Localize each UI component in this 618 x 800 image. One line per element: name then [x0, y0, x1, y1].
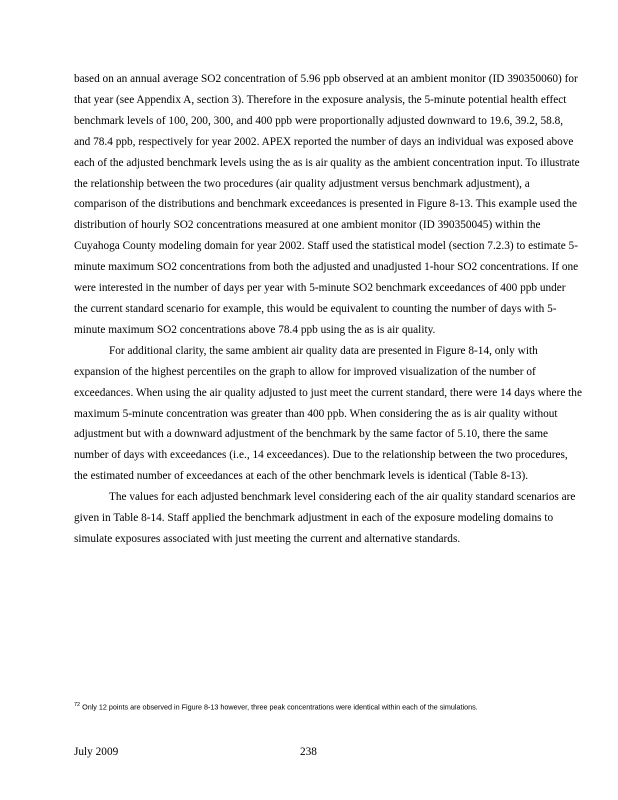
footnote	[74, 700, 554, 712]
paragraph-2: For additional clarity, the same ambient air quality data are presented in Figure 8-14, only with expansion of the highest percentiles on the graph to allow for improved visualization of the number of exceedances. When using the air quality adjusted to just meet the current standard, there were 14 days where the maximum 5-minute concentration was greater than 400 ppb. When considering the as is air quality without adjustment but with a downward adjustment of the benchmark by the same factor of 5.10, there the same number of days with exceedances (i.e., 14 exceedances). Due to the relationship between the two procedures, the estimated number of exceedances at each of the other benchmark levels is identical (Table 8-13).	[74, 344, 582, 483]
footnote-text: Only 12 points are observed in Figure 8-13 however, three peak concentrations were identical within each of the simulations.	[82, 702, 478, 712]
paragraph-3: The values for each adjusted benchmark level considering each of the air quality standard scenarios are given in Table 8-14. Staff applied the benchmark adjustment in each of the exposure modeling domains to simulate exposures associated with just meeting the current and alternative standards.	[74, 491, 576, 545]
footer-date: July 2009	[74, 746, 119, 758]
paragraph-1: based on an annual average SO2 concentration of 5.96 ppb observed at an ambient monitor (ID 390350060) for that year (see Appendix A, section 3). Therefore in the exposure analysis, the 5-minute potential health effect benchmark levels of 100, 200, 300, and 400 ppb were proportionally adjusted downward to 19.6, 39.2, 58.8, and 78.4 ppb, respectively for year 2002. APEX reported the number of days an individual was exposed above each of the adjusted benchmark levels using the as is air quality as the ambient concentration input. To illustrate the relationship between the two procedures (air quality adjustment versus benchmark adjustment), a comparison of the distributions and benchmark exceedances is presented in Figure 8-13. This example used the distribution of hourly SO2 concentrations measured at one ambient monitor (ID 390350045) within the Cuyahoga County modeling domain for year 2002. Staff used the statistical model (section 7.2.3) to estimate 5-minute maximum SO2 concentrations from both the adjusted and unadjusted 1-hour SO2 concentrations. If one were interested in the number of days per year with 5-minute SO2 benchmark exceedances of 400 ppb under the current standard scenario for example, this would be equivalent to counting the number of days with 5-minute maximum SO2 concentrations above 78.4 ppb using the as is air quality.	[74, 73, 580, 336]
page-number: 238	[300, 746, 317, 758]
main-text	[74, 69, 582, 550]
footnote-marker: 72	[74, 702, 81, 708]
